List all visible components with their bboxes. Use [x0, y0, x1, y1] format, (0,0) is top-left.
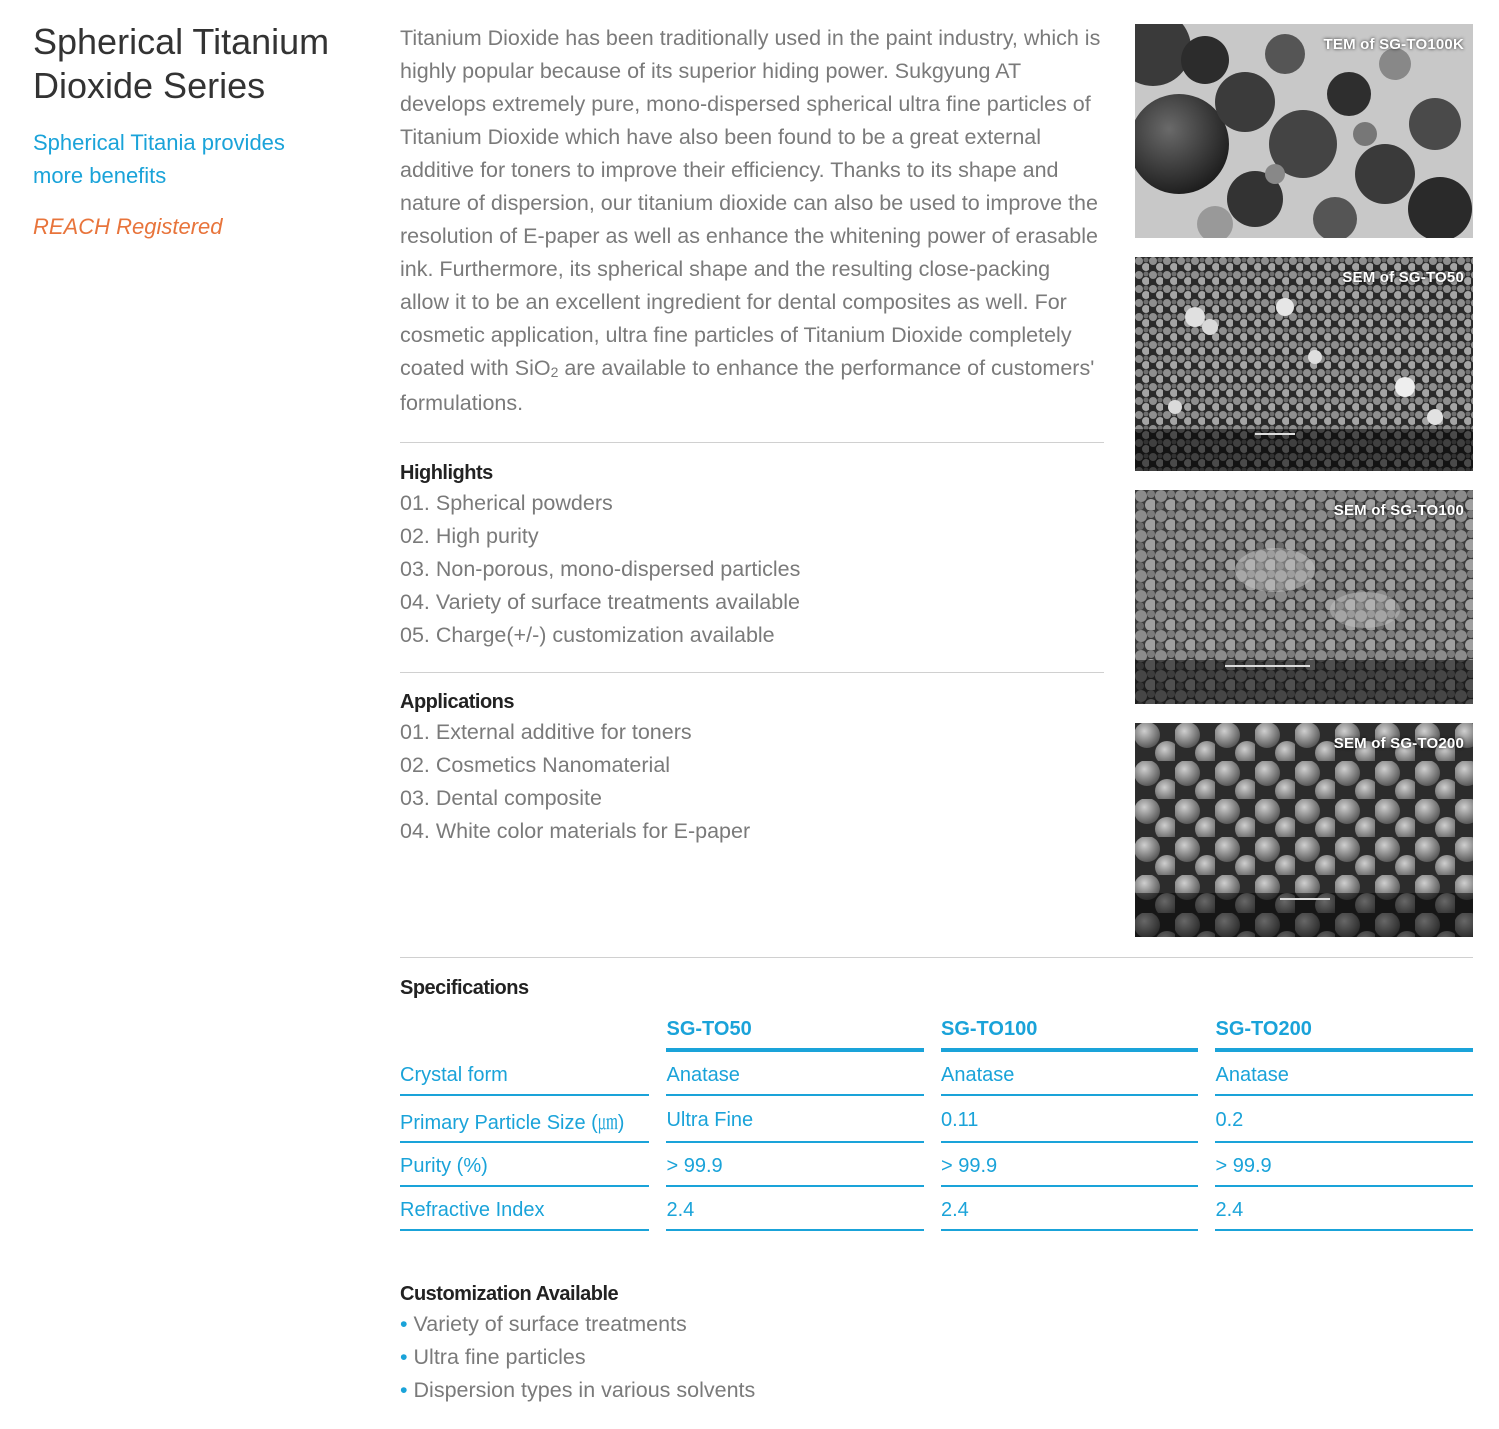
sem-image-sg-to50 [1135, 257, 1473, 471]
intro-text-end: are available to enhance the performance of customers' formulations. [400, 356, 1095, 415]
image-caption: SEM of SG-TO100 [1333, 502, 1464, 519]
table-row [400, 1052, 1473, 1096]
specifications-table [383, 1014, 1490, 1231]
table-cell: 0.2 [1215, 1096, 1473, 1143]
applications-list [400, 716, 1104, 848]
table-cell: 2.4 [941, 1187, 1199, 1231]
list-item-label: Variety of surface treatments [413, 1312, 687, 1336]
column-header: SG-TO100 [941, 1014, 1199, 1052]
list-item [400, 1341, 1100, 1374]
table-header-row [400, 1014, 1473, 1052]
highlights-section [400, 459, 1104, 652]
sem-micrograph [1135, 723, 1473, 937]
customization-section [400, 1280, 1100, 1407]
intro-subscript: 2 [550, 364, 559, 380]
list-item: 03. Non-porous, mono-dispersed particles [400, 557, 801, 581]
row-label: Purity (%) [400, 1143, 649, 1187]
list-item-label: Dispersion types in various solvents [413, 1378, 756, 1402]
main-content [400, 22, 1104, 848]
applications-section [400, 688, 1104, 848]
subtitle-line-1: Spherical Titania provides [33, 130, 285, 155]
customization-heading: Customization Available [400, 1283, 619, 1305]
sem-image-sg-to200 [1135, 723, 1473, 937]
table-cell: 2.4 [666, 1187, 924, 1231]
row-label: Refractive Index [400, 1187, 649, 1231]
table-cell: 0.11 [941, 1096, 1199, 1143]
list-item: 01. Spherical powders [400, 491, 613, 515]
sem-image-sg-to100 [1135, 490, 1473, 704]
table-cell: Anatase [666, 1052, 924, 1096]
divider [400, 672, 1104, 673]
highlights-heading: Highlights [400, 462, 493, 484]
reach-registered-label: REACH Registered [33, 214, 223, 239]
bullet-icon: • [400, 1378, 408, 1402]
table-row [400, 1096, 1473, 1143]
list-item: 02. High purity [400, 524, 539, 548]
divider [400, 957, 1473, 958]
customization-list [400, 1308, 1100, 1407]
highlights-list [400, 487, 1104, 652]
table-cell: Anatase [941, 1052, 1199, 1096]
sem-micrograph [1135, 257, 1473, 471]
table-header-blank [400, 1014, 649, 1052]
column-header: SG-TO50 [666, 1014, 924, 1052]
column-header: SG-TO200 [1215, 1014, 1473, 1052]
table-row [400, 1143, 1473, 1187]
image-caption: SEM of SG-TO200 [1333, 735, 1464, 752]
list-item: 04. White color materials for E-paper [400, 819, 751, 843]
table-cell: Ultra Fine [666, 1096, 924, 1143]
list-item: 05. Charge(+/-) customization available [400, 623, 775, 647]
title-line-1: Spherical Titanium [33, 21, 330, 62]
table-cell: 2.4 [1215, 1187, 1473, 1231]
title-line-2: Dioxide Series [33, 65, 266, 106]
list-item: 04. Variety of surface treatments available [400, 590, 800, 614]
list-item: 01. External additive for toners [400, 720, 692, 744]
table-cell: > 99.9 [941, 1143, 1199, 1187]
applications-heading: Applications [400, 691, 515, 713]
bullet-icon: • [400, 1345, 408, 1369]
subtitle [33, 126, 353, 192]
intro-text: Titanium Dioxide has been traditionally used in the paint industry, which is highly popular because of its superior hiding power. Sukgyung AT develops extremely pure, mono-dispersed spherical ultra fine particles of Titanium Dioxide which have also been found to be a great external additive for toners to improve their efficiency. Thanks to its shape and nature of dispersion, our titanium dioxide can also be used to improve the resolution of E-paper as well as enhance the whitening power of erasable ink. Furthermore, its spherical shape and the resulting close-packing allow it to be an excellent ingredient for dental composites as well. For cosmetic application, ultra fine particles of Titanium Dioxide completely coated with SiO [400, 26, 1101, 380]
bullet-icon: • [400, 1312, 408, 1336]
list-item [400, 1374, 1100, 1407]
specifications-section [400, 976, 1473, 1231]
table-cell: > 99.9 [666, 1143, 924, 1187]
list-item: 02. Cosmetics Nanomaterial [400, 753, 671, 777]
left-column [33, 20, 353, 242]
table-row [400, 1187, 1473, 1231]
table-cell: Anatase [1215, 1052, 1473, 1096]
list-item-label: Ultra fine particles [413, 1345, 586, 1369]
specifications-heading: Specifications [400, 977, 529, 999]
micrograph-gallery [1135, 24, 1473, 956]
image-caption: TEM of SG-TO100K [1323, 36, 1464, 53]
page-title [33, 20, 353, 108]
sem-micrograph [1135, 490, 1473, 704]
tem-image-sg-to100k [1135, 24, 1473, 238]
intro-paragraph [400, 22, 1104, 420]
tem-micrograph [1135, 24, 1473, 238]
row-label: Crystal form [400, 1052, 649, 1096]
subtitle-line-2: more benefits [33, 163, 167, 188]
list-item: 03. Dental composite [400, 786, 602, 810]
image-caption: SEM of SG-TO50 [1342, 269, 1464, 286]
list-item [400, 1308, 1100, 1341]
row-label: Primary Particle Size (㎛) [400, 1096, 649, 1143]
table-cell: > 99.9 [1215, 1143, 1473, 1187]
divider [400, 442, 1104, 443]
